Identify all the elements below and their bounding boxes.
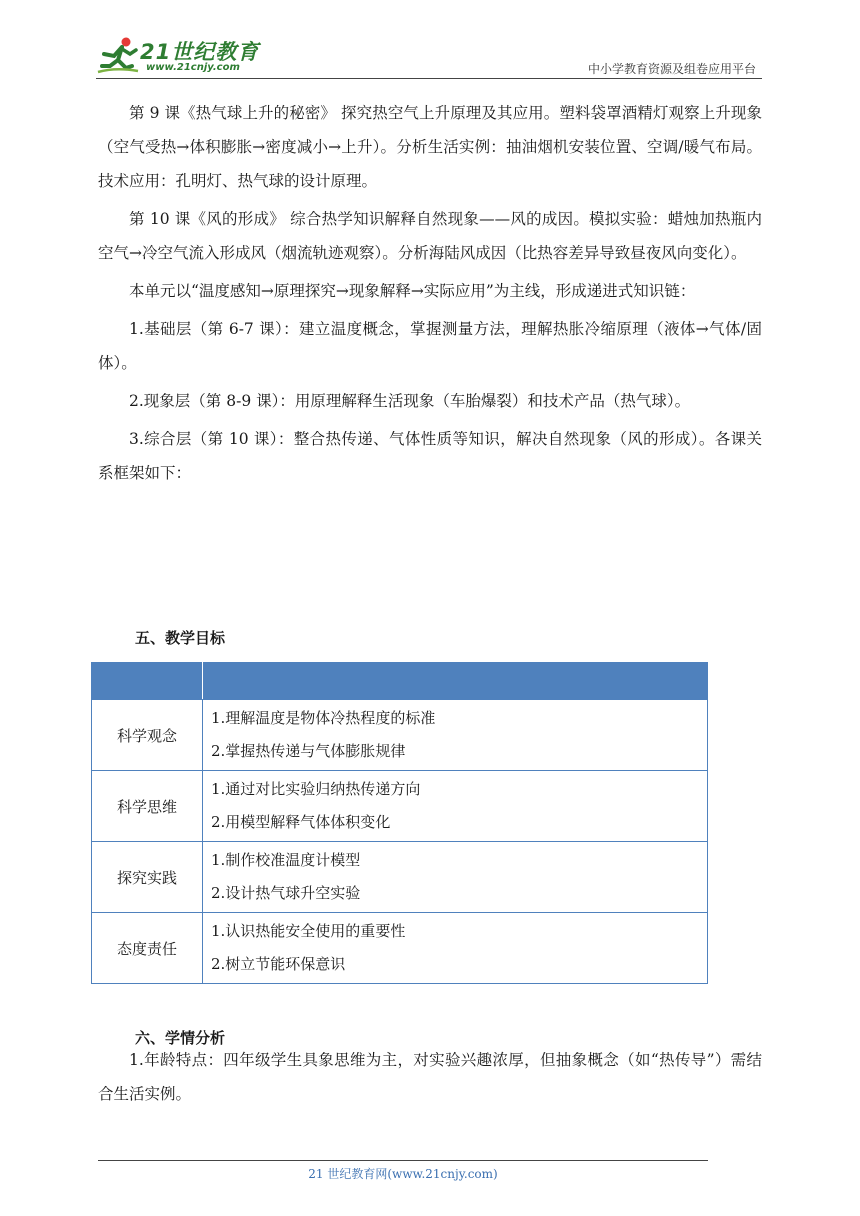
teaching-goals-table (91, 662, 708, 984)
goal-items (203, 771, 708, 842)
header-divider (96, 78, 762, 79)
goal-label: 科学观念 (92, 700, 203, 771)
goal-items (203, 842, 708, 913)
goal-item: 2.树立节能环保意识 (211, 955, 346, 973)
goal-items (203, 913, 708, 984)
table-row (92, 913, 708, 984)
table-row (92, 842, 708, 913)
paragraph-basic-layer: 1.基础层（第 6-7 课）：建立温度概念，掌握测量方法，理解热胀冷缩原理（液体→气体/固体）。 (98, 320, 762, 372)
table-header-cell (92, 663, 203, 700)
goal-label: 科学思维 (92, 771, 203, 842)
goal-label: 态度责任 (92, 913, 203, 984)
paragraph-lesson-10: 第 10 课《风的形成》 综合热学知识解释自然现象——风的成因。模拟实验：蜡烛加热瓶内空气→冷空气流入形成风（烟流轨迹观察）。分析海陆风成因（比热容差异导致昼夜风向变化）。 (98, 210, 762, 262)
footer-link[interactable]: 21 世纪教育网(www.21cnjy.com) (308, 1167, 498, 1181)
goal-item: 1.通过对比实验归纳热传递方向 (211, 780, 421, 798)
platform-name: 中小学教育资源及组卷应用平台 (587, 62, 756, 76)
paragraph-phenomenon-layer: 2.现象层（第 8-9 课）：用原理解释生活现象（车胎爆裂）和技术产品（热气球）。 (129, 392, 691, 410)
goal-item: 1.理解温度是物体冷热程度的标准 (211, 709, 436, 727)
goal-item: 2.用模型解释气体体积变化 (211, 813, 391, 831)
paragraph-comprehensive-layer: 3.综合层（第 10 课）：整合热传递、气体性质等知识，解决自然现象（风的形成）。各课关系框架如下： (98, 430, 762, 482)
goal-item: 2.设计热气球升空实验 (211, 884, 361, 902)
logo-url: www.21cnjy.com (146, 62, 240, 73)
section-title-teaching-goals: 五、教学目标 (135, 629, 226, 647)
body-text (98, 96, 762, 494)
table-row (92, 700, 708, 771)
table-header-row (92, 663, 708, 700)
footer-divider (98, 1160, 708, 1161)
paragraph-age-features: 1.年龄特点：四年级学生具象思维为主，对实验兴趣浓厚，但抽象概念（如“热传导”）需结合生活实例。 (98, 1051, 762, 1103)
paragraph-unit-summary: 本单元以“温度感知→原理探究→现象解释→实际应用”为主线，形成递进式知识链： (129, 282, 696, 300)
table-header-cell (203, 663, 708, 700)
site-logo[interactable] (96, 34, 266, 78)
goal-item: 1.制作校准温度计模型 (211, 851, 361, 869)
goal-items (203, 700, 708, 771)
paragraph-lesson-9: 第 9 课《热气球上升的秘密》 探究热空气上升原理及其应用。塑料袋罩酒精灯观察上升现象（空气受热→体积膨胀→密度减小→上升）。分析生活实例：抽油烟机安装位置、空调/暖气布局。技术应用：孔明灯、热气球的设计原理。 (98, 104, 762, 190)
table-row (92, 771, 708, 842)
runner-logo-icon (96, 36, 140, 76)
page-header (96, 34, 762, 80)
goal-item: 2.掌握热传递与气体膨胀规律 (211, 742, 406, 760)
student-analysis-text (98, 1043, 762, 1111)
goal-item: 1.认识热能安全使用的重要性 (211, 922, 406, 940)
section-title-student-analysis: 六、学情分析 (135, 1029, 226, 1047)
logo-title: 21世纪教育 (140, 40, 260, 64)
goal-label: 探究实践 (92, 842, 203, 913)
